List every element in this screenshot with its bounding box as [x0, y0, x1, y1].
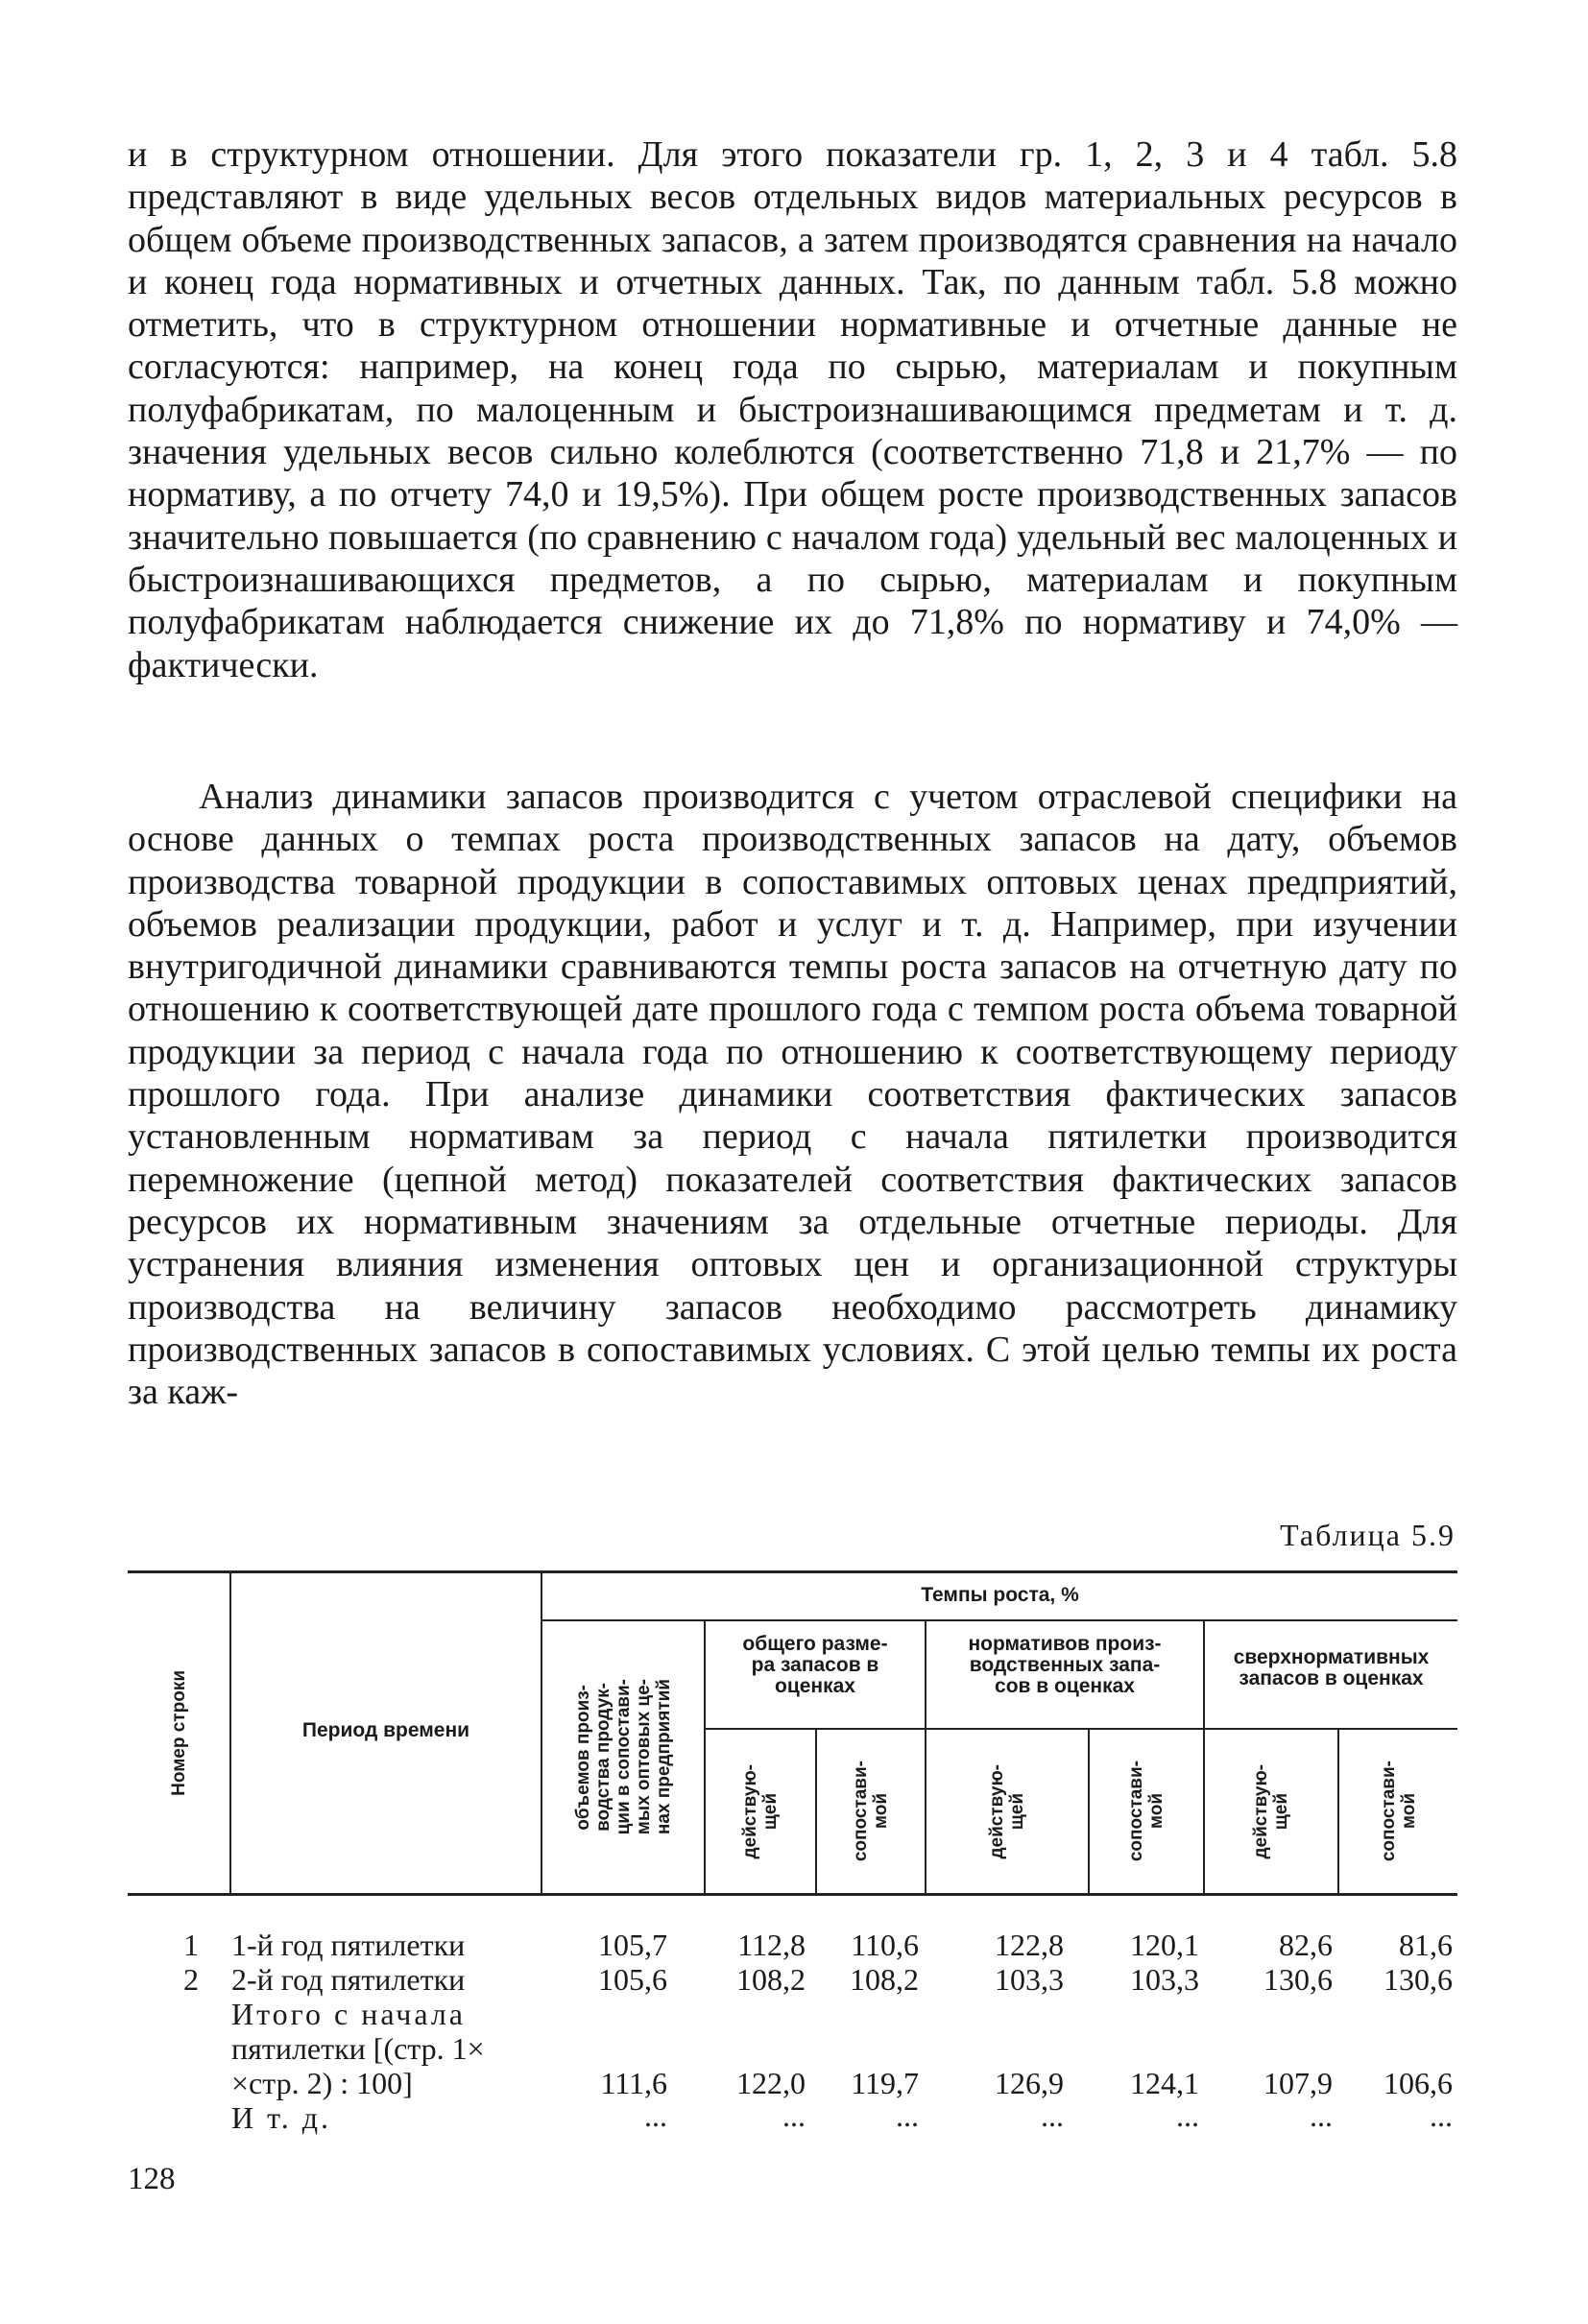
row-2-period: 2-й год пятилетки	[231, 1962, 466, 1997]
paragraph-2	[128, 776, 1457, 1413]
header-excess-stock: сверхнормативных запасов в оценках	[1233, 1646, 1430, 1689]
row-3-period-line-2: пятилетки [(стр. 1×	[231, 2031, 485, 2066]
row-1-total-current: 112,8	[737, 1928, 806, 1962]
header-production-volume-line-2: водства продук-	[592, 1683, 614, 1832]
row-2-number: 2	[183, 1962, 199, 1997]
paragraph-2-text: Анализ динамики запасов производится с учетом отраслевой специфики на основе данных о темпах роста производственных запасов на дату, объемов производства товарной продукции в сопоставимых оптовых ценах предприятий, объемов реализации продукции, работ и услуг и т. д. Например, при изучении внутригодичной динамики сравниваются темпы роста запасов на отчетную дату по отношению к соответствующей дате прошлого года с темпом роста объема товарной продукции за период с начала года по отношению к соответствующему периоду прошлого года. При анализе динамики соответствия фактических запасов установленным нормативам за период с начала пятилетки производится перемножение (цепной метод) показателей соответствия фактических запасов ресурсов их нормативным значениям за отдельные отчетные периоды. Для устранения влияния изменения оптовых цен и организационной структуры производства на величину запасов необходимо рассмотреть динамику производственных запасов в сопоставимых условиях. С этой целью темпы их роста за каж-	[128, 777, 1457, 1413]
row-2-normative-comparable: 103,3	[1130, 1962, 1199, 1997]
row-4-total-comparable: ...	[896, 2098, 919, 2133]
header-period: Период времени	[301, 1719, 470, 1741]
row-4-normative-current: ...	[1041, 2098, 1064, 2133]
row-3-production: 111,6	[600, 2066, 667, 2100]
subheader-normative-current: действую- щей	[987, 1763, 1027, 1859]
row-3-period-line-1: Итого с начала	[231, 1997, 466, 2031]
row-2-total-current: 108,2	[736, 1962, 806, 1997]
row-4-period: И т. д.	[231, 2100, 331, 2135]
subheader-total-current: действую- щей	[740, 1763, 781, 1859]
row-3-excess-current: 107,9	[1263, 2066, 1333, 2100]
row-4-excess-current: ...	[1310, 2098, 1333, 2133]
header-total-stock: общего разме- ра запасов в оценках	[742, 1633, 888, 1697]
paragraph-1	[128, 133, 1457, 686]
subheader-excess-comparable: сопостави- мой	[1378, 1761, 1419, 1862]
header-growth-rates: Темпы роста, %	[921, 1584, 1079, 1606]
row-3-total-current: 122,0	[736, 2066, 806, 2100]
row-1-excess-comparable: 81,6	[1399, 1928, 1453, 1962]
subheader-total-comparable: сопостави- мой	[851, 1761, 891, 1862]
row-3-period-line-3: ×стр. 2) : 100]	[231, 2066, 413, 2100]
row-3-excess-comparable: 106,6	[1383, 2066, 1453, 2100]
table-top-rule	[128, 1570, 1457, 1573]
row-4-normative-comparable: ...	[1176, 2098, 1199, 2133]
row-3-normative-current: 126,9	[995, 2066, 1064, 2100]
row-2-production: 105,6	[598, 1962, 667, 1997]
header-production-volume	[542, 1621, 704, 1893]
row-3-period	[231, 1997, 539, 2100]
row-2-excess-current: 130,6	[1263, 1962, 1333, 1997]
header-bottom-rule	[128, 1893, 1457, 1896]
header-production-volume-line-3: ции в сопостави-	[613, 1679, 634, 1835]
row-2-total-comparable: 108,2	[850, 1962, 919, 1997]
row-2-normative-current: 103,3	[995, 1962, 1064, 1997]
row-1-production: 105,7	[598, 1928, 667, 1962]
subheader-normative-comparable: сопостави- мой	[1126, 1761, 1167, 1862]
row-3-normative-comparable: 124,1	[1130, 2066, 1199, 2100]
subheader-excess-current: действую- щей	[1251, 1763, 1291, 1859]
paragraph-1-text: и в структурном отношении. Для этого показатели гр. 1, 2, 3 и 4 табл. 5.8 представляют в виде удельных весов отдельных видов материальных ресурсов в общем объеме производственных запасов, а затем производятся сравнения на начало и конец года нормативных и отчетных данных. Так, по данным табл. 5.8 можно отметить, что в структурном отношении нормативные и отчетные данные не согласуются: например, на конец года по сырью, материалам и покупным полуфабрикатам, по малоценным и быстроизнашивающимся предметам и т. д. значения удельных весов сильно колеблются (соответственно 71,8 и 21,7% — по нормативу, а по отчету 74,0 и 19,5%). При общем росте производственных запасов значительно повышается (по сравнению с началом года) удельный вес малоценных и быстроизнашивающихся предметов, а по сырью, материалам и покупным полуфабрикатам наблюдается снижение их до 71,8% по нормативу и 74,0% — фактически.	[128, 134, 1457, 685]
header-normative-stock: нормативов произ- водственных запа- сов в оценках	[968, 1633, 1162, 1697]
row-2-excess-comparable: 130,6	[1383, 1962, 1453, 1997]
table-title: Таблица 5.9	[1280, 1518, 1456, 1552]
row-4-production: ...	[644, 2098, 667, 2133]
row-1-total-comparable: 110,6	[851, 1928, 919, 1962]
header-row-number: Номер строки	[168, 1670, 189, 1796]
row-1-excess-current: 82,6	[1279, 1928, 1333, 1962]
row-1-normative-comparable: 120,1	[1130, 1928, 1199, 1962]
header-production-volume-line-1: объемов произ-	[572, 1684, 593, 1831]
row-1-period: 1-й год пятилетки	[231, 1928, 466, 1962]
header-production-volume-line-5: нах предприятий	[653, 1679, 674, 1835]
row-1-normative-current: 122,8	[995, 1928, 1064, 1962]
row-3-total-comparable: 119,7	[851, 2066, 919, 2100]
row-4-excess-comparable: ...	[1430, 2098, 1453, 2133]
header-production-volume-line-4: мых оптовых це-	[633, 1679, 654, 1835]
page-number: 128	[128, 2162, 176, 2196]
row-1-number: 1	[183, 1928, 199, 1962]
row-4-total-current: ...	[782, 2098, 806, 2133]
